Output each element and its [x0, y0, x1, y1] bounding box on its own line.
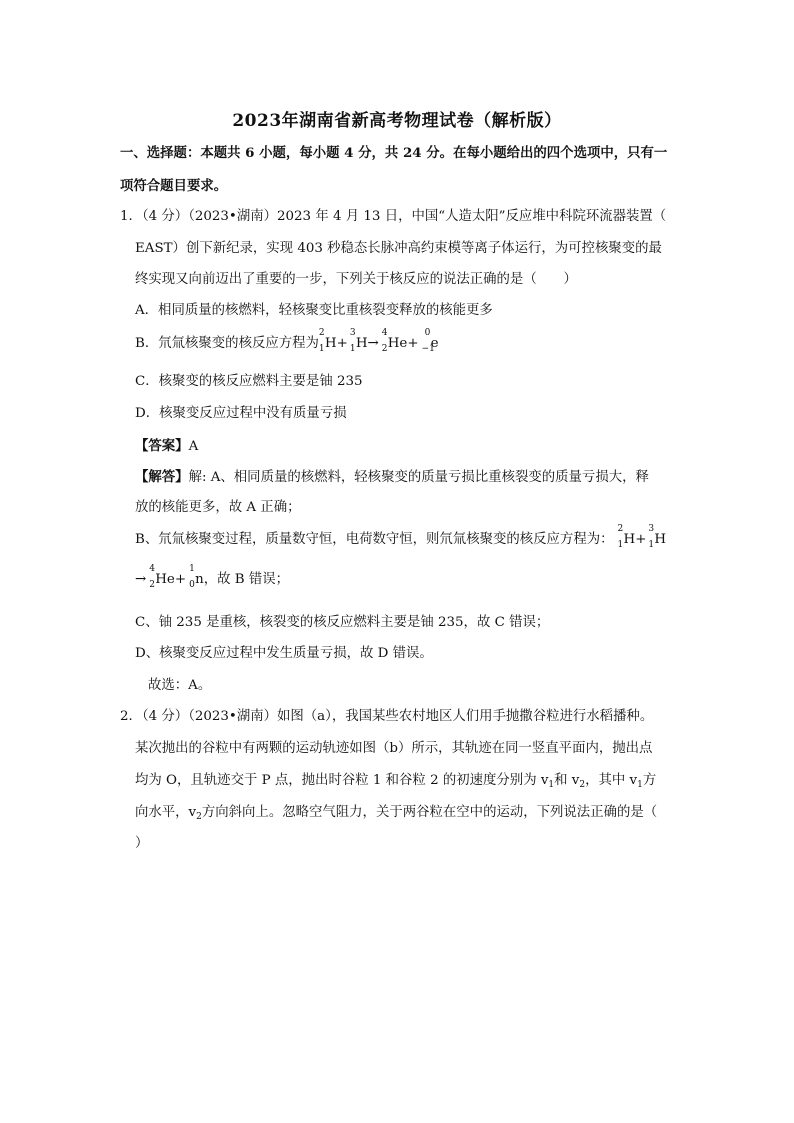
q1-option-c: C．核聚变的核反应燃料主要是铀 235 [135, 374, 363, 389]
nuclide-neutron: 1 0 n [189, 564, 204, 590]
nuclide-helium: 4 2 He+ [149, 564, 187, 590]
page-title: 2023年湖南省新高考物理试卷（解析版） [232, 111, 562, 131]
q1-analysis-line-5: C、铀 235 是重核，核裂变的核反应燃料主要是铀 235，故 C 错误； [135, 615, 550, 630]
q1-option-b [135, 328, 439, 354]
q1-analysis-line-6: D、核聚变反应过程中发生质量亏损，故 D 错误。 [135, 646, 433, 661]
nuclide-deuterium: 2 1 H+ [318, 328, 348, 354]
q2-stem-line-2: 某次抛出的谷粒中有两颗的运动轨迹如图（b）所示，其轨迹在同一竖直平面内，抛出点 [135, 741, 653, 756]
q1-option-b-text: B．氘氚核聚变的核反应方程为 [135, 336, 319, 351]
q1-analysis-line-3: B、氘氚核聚变过程，质量数守恒，电荷数守恒，则氘氚核聚变的核反应方程为： 2 1 H+ 3 1 H [135, 524, 667, 550]
answer-label: 【答案】 [135, 438, 189, 454]
section-heading-line-1: 一、选择题：本题共 6 小题，每小题 4 分，共 24 分。在每小题给出的四个选项中，只有一 [120, 145, 668, 161]
q1-analysis-line-1: 【解答】解: A、相同质量的核燃料，轻核聚变的质量亏损比重核裂变的质量亏损大，释 [135, 469, 649, 485]
nuclide-deuterium: 2 1 H+ [617, 524, 647, 550]
nuclide-helium: 4 2 He+ [381, 328, 419, 354]
q1-analysis-line-2: 放的核能更多，故 A 正确； [135, 500, 301, 515]
q2-stem-line-4: 向水平，$v_2$方向斜向上。忽略空气阻力，关于两谷粒在空中的运动，下列说法正确的是（ [135, 805, 658, 822]
q1-analysis-line-7: 故选：A。 [148, 678, 212, 693]
q1-stem-line-1: 1．（4 分）（2023•湖南）2023 年 4 月 13 日，中国“人造太阳”反应堆中科院环流器装置（ [120, 209, 667, 224]
q2-stem-line-1: 2．（4 分）（2023•湖南）如图（a），我国某些农村地区人们用手抛撒谷粒进行水稻播种。 [120, 709, 654, 724]
nuclide-electron: 0 −1 e [421, 328, 439, 354]
nuclide-tritium: 3 1 H [648, 524, 667, 550]
q1-analysis-line-4: → 4 2 He+ 1 0 n，故 B 错误； [135, 564, 289, 590]
q1-answer [135, 437, 198, 456]
q1-option-a: A．相同质量的核燃料，轻核聚变比重核裂变释放的核能更多 [135, 303, 493, 318]
q1-stem-line-2: EAST）创下新纪录，实现 403 秒稳态长脉冲高约束模等离子体运行，为可控核聚变的最 [135, 241, 662, 256]
q1-option-d: D．核聚变反应过程中没有质量亏损 [135, 406, 347, 421]
section-heading-line-2: 项符合题目要求。 [120, 178, 228, 194]
nuclide-tritium: 3 1 H→ [349, 328, 379, 354]
q2-stem-line-5: ） [135, 836, 149, 851]
q1-stem-line-3: 终实现又向前迈出了重要的一步，下列关于核反应的说法正确的是（ ） [135, 272, 577, 287]
q2-stem-line-3: 均为 O，且轨迹交于 P 点，抛出时谷粒 1 和谷粒 2 的初速度分别为 $v_1$和 $v_2$，其中 $v_1$方 [135, 773, 657, 790]
analysis-label: 【解答】 [135, 469, 189, 485]
answer-value: A [188, 439, 199, 454]
